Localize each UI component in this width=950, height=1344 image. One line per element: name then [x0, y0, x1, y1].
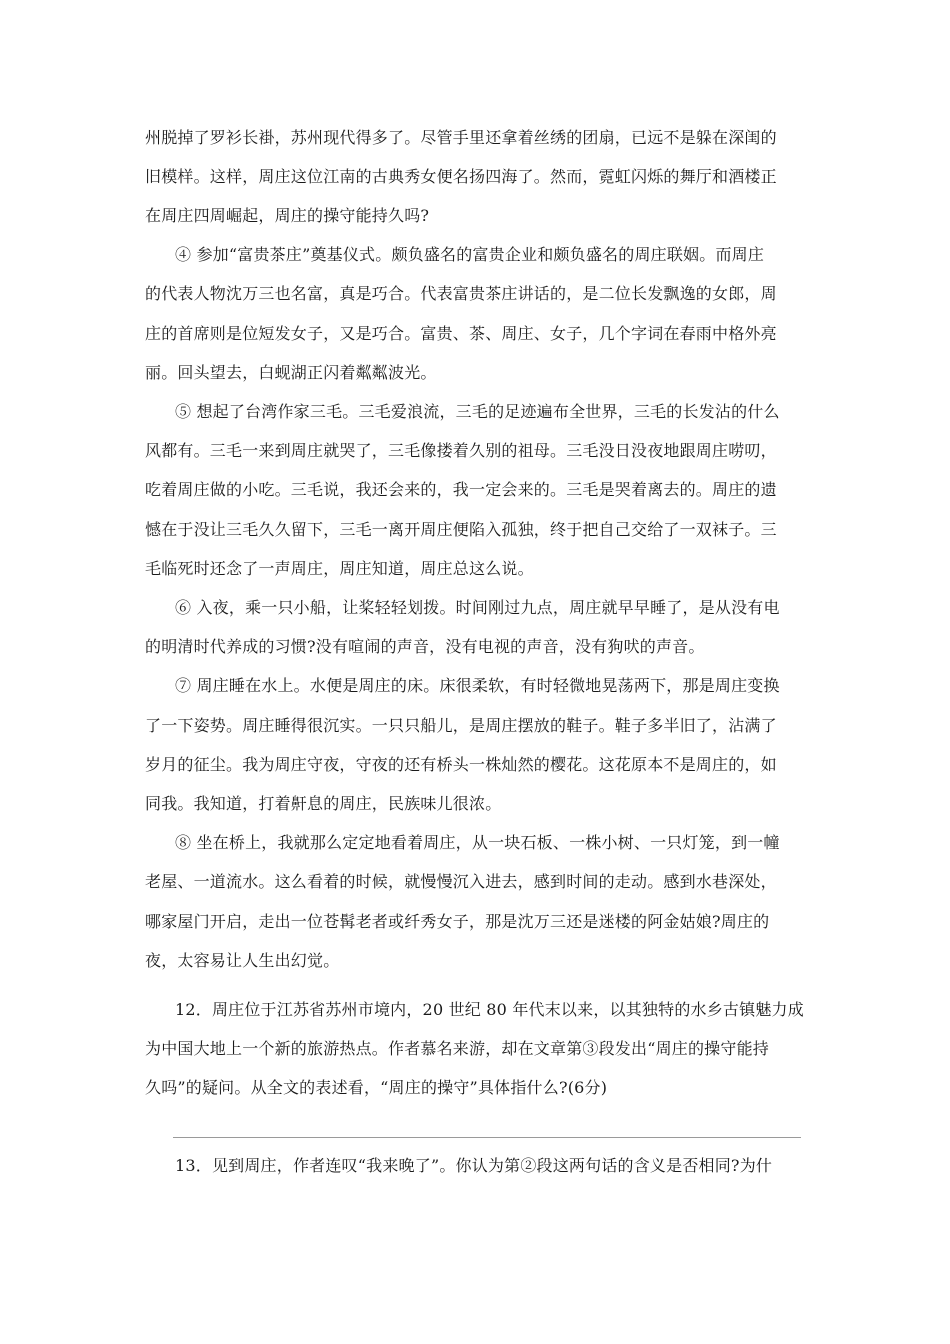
text-line: 旧模样。这样，周庄这位江南的古典秀女便名扬四海了。然而，霓虹闪烁的舞厅和酒楼正	[145, 167, 777, 186]
text-line: 哪家屋门开启，走出一位苍髯老者或纤秀女子，那是沈万三还是迷楼的阿金姑娘?周庄的	[145, 912, 770, 931]
text-line: 久吗”的疑问。从全文的表述看，“周庄的操守”具体指什么?(6分)	[145, 1078, 608, 1097]
text-line: 毛临死时还念了一声周庄，周庄知道，周庄总这么说。	[145, 559, 534, 578]
text-line: 憾在于没让三毛久久留下，三毛一离开周庄便陷入孤独，终于把自己交给了一双袜子。三	[145, 520, 777, 539]
text-line: ⑧ 坐在桥上，我就那么定定地看着周庄，从一块石板、一株小树、一只灯笼，到一幢	[175, 833, 780, 852]
text-line: 庄的首席则是位短发女子，又是巧合。富贵、茶、周庄、女子，几个字词在春雨中格外亮	[145, 324, 777, 343]
text-line: ⑥ 入夜，乘一只小船，让桨轻轻划拨。时间刚过九点，周庄就早早睡了，是从没有电	[175, 598, 780, 617]
text-line: 老屋、一道流水。这么看着的时候，就慢慢沉入进去，感到时间的走动。感到水巷深处，	[145, 872, 777, 891]
text-line: ④ 参加“富贵茶庄”奠基仪式。颇负盛名的富贵企业和颇负盛名的周庄联姻。而周庄	[175, 245, 765, 264]
text-line: 的代表人物沈万三也名富，真是巧合。代表富贵茶庄讲话的，是二位长发飘逸的女郎，周	[145, 284, 777, 303]
text-line: ⑦ 周庄睡在水上。水便是周庄的床。床很柔软，有时轻微地晃荡两下，那是周庄变换	[175, 676, 780, 695]
text-line: 了一下姿势。周庄睡得很沉实。一只只船儿，是周庄摆放的鞋子。鞋子多半旧了，沾满了	[145, 716, 777, 735]
text-line: 的明清时代养成的习惯?没有喧闹的声音，没有电视的声音，没有狗吠的声音。	[145, 637, 705, 656]
text-line: 在周庄四周崛起，周庄的操守能持久吗?	[145, 206, 430, 225]
text-line: 岁月的征尘。我为周庄守夜，守夜的还有桥头一株灿然的樱花。这花原本不是周庄的，如	[145, 755, 777, 774]
text-line: ⑤ 想起了台湾作家三毛。三毛爱浪流，三毛的足迹遍布全世界，三毛的长发沾的什么	[175, 402, 780, 421]
text-line: 同我。我知道，打着鼾息的周庄，民族味儿很浓。	[145, 794, 502, 813]
text-line: 12．周庄位于江苏省苏州市境内，20 世纪 80 年代末以来，以其独特的水乡古镇魅力成	[175, 1000, 804, 1019]
answer-line	[173, 1137, 801, 1138]
text-line: 为中国大地上一个新的旅游热点。作者慕名来游，却在文章第③段发出“周庄的操守能持	[145, 1039, 769, 1058]
text-line: 风都有。三毛一来到周庄就哭了，三毛像搂着久别的祖母。三毛没日没夜地跟周庄唠叨，	[145, 441, 777, 460]
text-line: 夜，太容易让人生出幻觉。	[145, 951, 340, 970]
text-line: 州脱掉了罗衫长褂，苏州现代得多了。尽管手里还拿着丝绣的团扇，已远不是躲在深闺的	[145, 128, 777, 147]
text-line: 丽。回头望去，白蚬湖正闪着粼粼波光。	[145, 363, 437, 382]
text-line: 吃着周庄做的小吃。三毛说，我还会来的，我一定会来的。三毛是哭着离去的。周庄的遗	[145, 480, 777, 499]
text-line: 13．见到周庄，作者连叹“我来晚了”。你认为第②段这两句话的含义是否相同?为什	[175, 1156, 773, 1175]
